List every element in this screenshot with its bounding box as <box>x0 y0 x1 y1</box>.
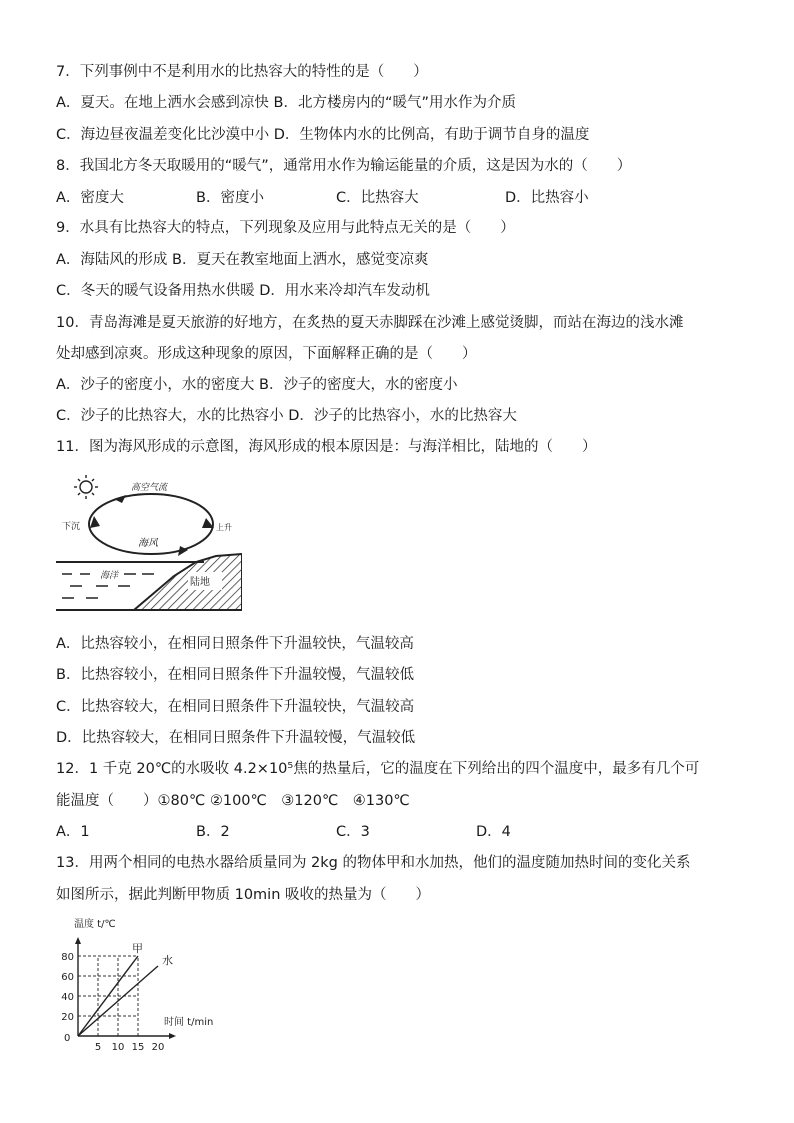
q11-option-a: A．比热容较小，在相同日照条件下升温较快，气温较高 <box>56 636 414 652</box>
ascend-label: 上升 <box>216 523 232 532</box>
y-tick-label-20: 20 <box>61 1012 74 1023</box>
q9-options-ab: A．海陆风的形成 B．夏天在教室地面上洒水，感觉变凉爽 <box>56 252 429 268</box>
series-label-1: 甲 <box>132 942 143 955</box>
q8-option-b: B．密度小 <box>196 190 264 206</box>
q11-option-c: C．比热容较大，在相同日照条件下升温较快，气温较高 <box>56 699 415 715</box>
x-tick-label-15: 15 <box>131 1042 145 1052</box>
y-axis-arrow <box>75 937 81 944</box>
q12-option-a: A．1 <box>56 824 90 840</box>
q10-stem-1: 10．青岛海滩是夏天旅游的好地方，在炙热的夏天赤脚踩在沙滩上感觉烫脚，而站在海边的浅水滩 <box>56 315 684 331</box>
q9-options-cd: C．冬天的暖气设备用热水供暖 D．用水来冷却汽车发动机 <box>56 283 430 299</box>
sea-breeze-label: 海风 <box>138 538 158 549</box>
q7-options-ab: A．夏天。在地上洒水会感到凉快 B．北方楼房内的“暖气”用水作为介质 <box>56 95 516 111</box>
y-tick-label-80: 80 <box>61 952 74 963</box>
q8-option-a: A．密度大 <box>56 190 124 206</box>
sea-breeze-diagram <box>56 466 242 612</box>
y-tick-label-60: 60 <box>61 972 74 983</box>
q8-option-d: D．比热容小 <box>505 190 589 206</box>
q11-option-d: D．比热容较大，在相同日照条件下升温较慢，气温较低 <box>56 730 416 746</box>
ocean-label: 海洋 <box>100 571 119 581</box>
temperature-time-chart <box>56 912 236 1052</box>
q13-stem-1: 13．用两个相同的电热水器给质量同为 2kg 的物体甲和水加热，他们的温度随加热时间的变化关系 <box>56 855 691 871</box>
y-tick-label-40: 40 <box>61 992 74 1003</box>
q10-stem-2: 处却感到凉爽。形成这种现象的原因，下面解释正确的是（ ） <box>56 346 477 362</box>
descend-label: 下沉 <box>62 522 81 532</box>
x-tick-label-10: 10 <box>111 1042 125 1052</box>
q9-stem: 9．水具有比热容大的特点，下列现象及应用与此特点无关的是（ ） <box>56 220 515 236</box>
series-label-2: 水 <box>162 954 173 967</box>
q8-option-c: C．比热容大 <box>336 190 419 206</box>
q7-options-cd: C．海边昼夜温差变化比沙漠中小 D．生物体内水的比例高，有助于调节自身的温度 <box>56 127 590 143</box>
x-tick-label-5: 5 <box>94 1042 102 1052</box>
x-axis-label: 时间 t/min <box>164 1017 214 1028</box>
upper-air-label: 高空气流 <box>131 483 168 493</box>
q11-stem: 11．图为海风形成的示意图，海风形成的根本原因是：与海洋相比，陆地的（ ） <box>56 439 597 455</box>
q12-stem-2: 能温度（ ）①80℃ ②100℃ ③120℃ ④130℃ <box>56 793 410 809</box>
x-tick-label-20: 20 <box>151 1042 165 1052</box>
q12-option-d: D．4 <box>476 824 511 840</box>
land-label: 陆地 <box>190 577 210 588</box>
q10-options-cd: C．沙子的比热容大，水的比热容小 D．沙子的比热容小，水的比热容大 <box>56 408 517 424</box>
q10-options-ab: A．沙子的密度小，水的密度大 B．沙子的密度大，水的密度小 <box>56 377 458 393</box>
x-axis-arrow <box>169 1033 176 1039</box>
origin-label: 0 <box>64 1033 71 1044</box>
q13-stem-2: 如图所示，据此判断甲物质 10min 吸收的热量为（ ） <box>56 887 431 903</box>
q12-option-b: B．2 <box>196 824 230 840</box>
y-axis-label: 温度 t/℃ <box>74 919 116 930</box>
q12-stem-1: 12．1 千克 20℃的水吸收 4.2×10⁵焦的热量后，它的温度在下列给出的四个温度中，最多有几个可 <box>56 761 700 777</box>
q8-stem: 8．我国北方冬天取暖用的“暖气”，通常用水作为输运能量的介质，这是因为水的（ ） <box>56 158 632 174</box>
q11-option-b: B．比热容较小，在相同日照条件下升温较慢，气温较低 <box>56 667 414 683</box>
q12-option-c: C．3 <box>336 824 370 840</box>
q7-stem: 7．下列事例中不是利用水的比热容大的特性的是（ ） <box>56 64 428 80</box>
